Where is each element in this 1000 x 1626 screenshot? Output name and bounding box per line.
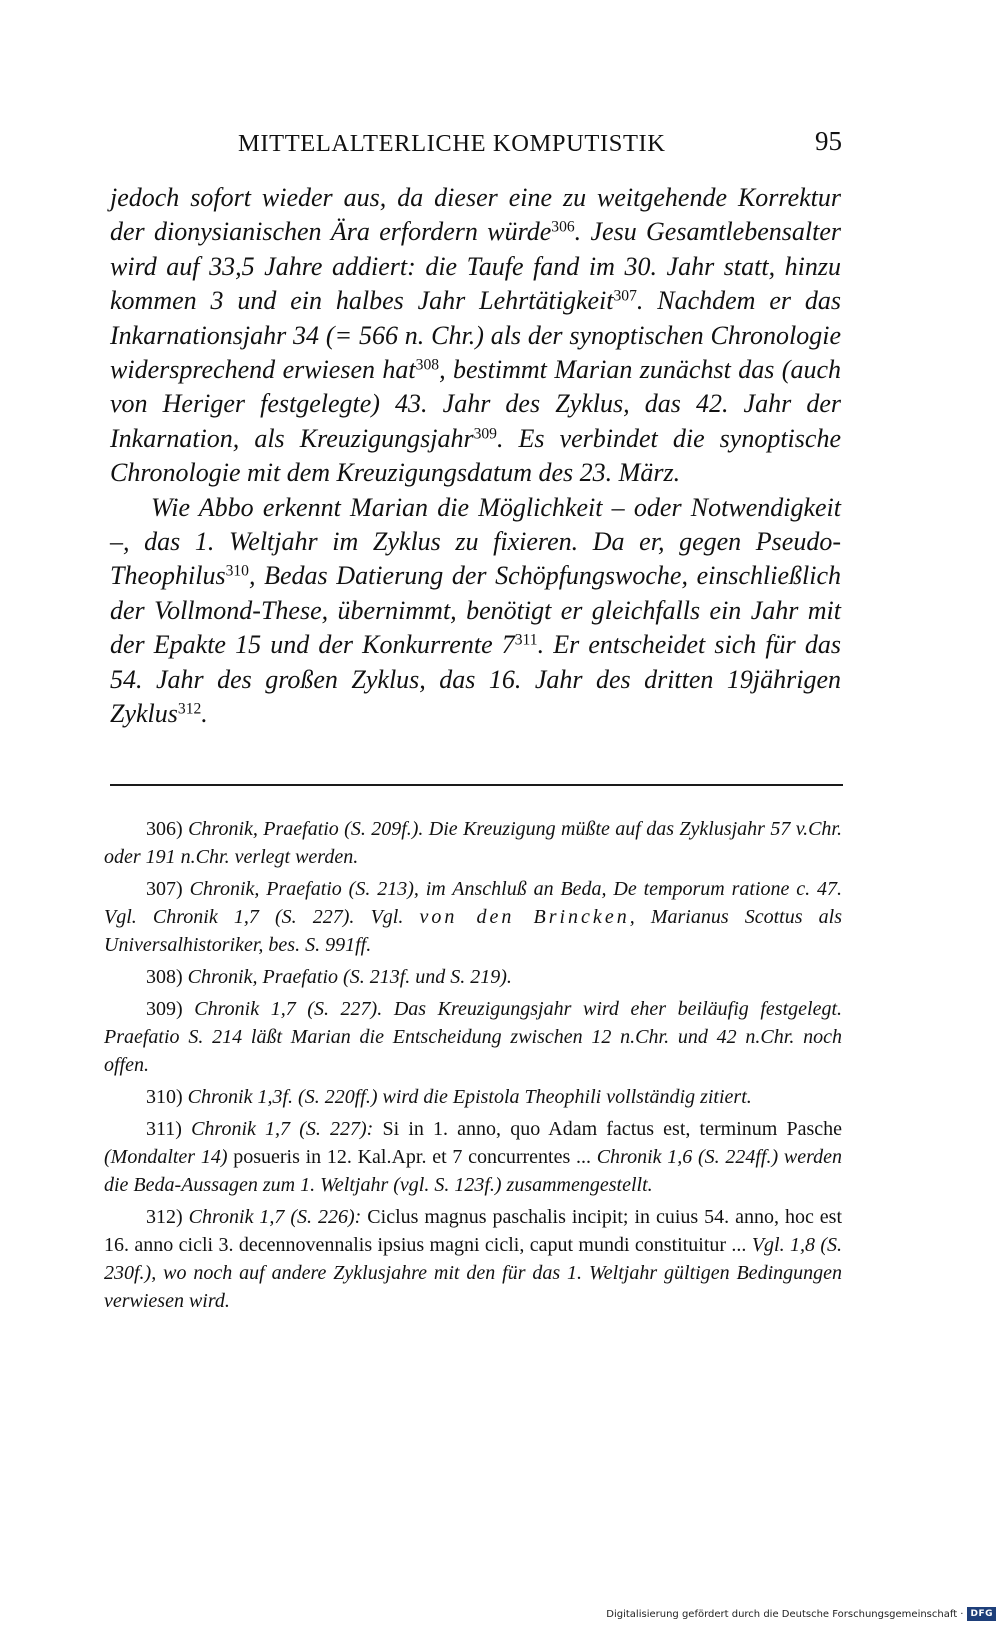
footnote-311-latin-1: Si in 1. anno, quo Adam factus est, terminum Pasche: [382, 1118, 842, 1140]
paragraph-2-text-1: Wie Abbo erkennt Marian die Möglichkeit – oder Notwendigkeit –, das 1. Weltjahr im Zyklus zu fixieren. Da er, gegen Pseudo-Theophilus: [110, 492, 841, 591]
footnote-310-text: Chronik 1,3f. (S. 220ff.) wird die Epistola Theophili vollständig zitiert.: [187, 1086, 752, 1108]
footnote-312: [104, 1203, 842, 1315]
footnote-309-text: Chronik 1,7 (S. 227). Das Kreuzigungsjahr wird eher beiläufig festgelegt. Praefatio S. 214 läßt Marian die Entscheidung zwischen 12 n.Chr. und 42 n.Chr. noch offen.: [104, 998, 842, 1076]
dfg-logo-icon: DFG: [967, 1607, 996, 1621]
footnote-ref-306[interactable]: 306: [551, 218, 575, 236]
digitization-credit-text: Digitalisierung gefördert durch die Deutsche Forschungsgemeinschaft ·: [606, 1608, 964, 1620]
paragraph-1-text-3: . Nachdem er das Inkarnationsjahr 34 (= 566 n. Chr.) als der synoptischen Chronologie widersprechend erwiesen hat: [110, 286, 841, 385]
footnote-ref-310[interactable]: 310: [225, 562, 249, 580]
footnote-ref-312[interactable]: 312: [177, 700, 202, 718]
paragraph-1-text-1: jedoch sofort wieder aus, da dieser eine zu weitgehende Korrektur der dionysianischen Ära erfordern würde: [110, 183, 841, 247]
footnote-311-ref: Chronik 1,7 (S. 227):: [191, 1118, 374, 1140]
footnote-307-number: 307): [146, 878, 183, 900]
footnotes: [104, 815, 842, 1319]
footnote-306-number: 306): [146, 818, 183, 840]
footnote-311-latin-2: posueris in 12. Kal.Apr. et 7 concurrentes ...: [233, 1146, 591, 1168]
running-head: MITTELALTERLICHE KOMPUTISTIK: [238, 130, 666, 157]
footnote-311: [104, 1115, 842, 1199]
footnote-ref-309[interactable]: 309: [473, 425, 497, 443]
paragraph-1-text-2: . Jesu Gesamtlebensalter wird auf 33,5 Jahre addiert: die Taufe fand im 30. Jahr statt, hinzu kommen 3 und ein halbes Jahr Lehrtätigkeit: [110, 217, 841, 316]
paragraph-2-text-4: .: [201, 699, 208, 729]
footnote-ref-311[interactable]: 311: [514, 631, 538, 649]
paragraph-1-text-4: , bestimmt Marian zunächst das (auch von Heriger festgelegte) 43. Jahr des Zyklus, das 42. Jahr der Inkarnation, als Kreuzigungsjahr: [110, 355, 842, 453]
footnote-310: [104, 1083, 842, 1111]
footnote-309: [104, 995, 842, 1079]
footnote-312-latin: Ciclus magnus paschalis incipit; in cuius 54. anno, hoc est 16. anno cicli 3. decennovennalis ipsius magni cicli, caput mundi constituitur ...: [104, 1206, 843, 1256]
footnote-307: [104, 875, 842, 959]
page-number: 95: [815, 126, 842, 156]
footnote-307-text-1: Chronik, Praefatio (S. 213), im Anschluß an Beda, De temporum ratione c. 47. Vgl. Chronik 1,7 (S. 227). Vgl.: [104, 878, 843, 928]
page-header: [106, 122, 842, 162]
paragraph-2: [110, 491, 841, 732]
digitization-credit: [606, 1606, 996, 1622]
paragraph-2-text-3: . Er entscheidet sich für das 54. Jahr des großen Zyklus, das 16. Jahr des dritten 19jährigen Zyklus: [110, 630, 841, 729]
footnote-307-text-2: , Marianus Scottus als Universalhistoriker, bes. S. 991ff.: [104, 906, 842, 956]
footnote-306: [104, 815, 842, 871]
paragraph-2-text-2: , Bedas Datierung der Schöpfungswoche, einschließlich der Vollmond-These, übernimmt, benötigt er gleichfalls ein Jahr mit der Epakte 15 und der Konkurrente 7: [110, 561, 841, 660]
paragraph-1: [110, 181, 841, 491]
footnote-310-number: 310): [146, 1086, 183, 1108]
footnote-307-author: von den Brincken: [419, 906, 630, 928]
footnote-308: [104, 963, 842, 991]
footnote-311-text: Chronik 1,6 (S. 224ff.) werden die Beda-Aussagen zum 1. Weltjahr (vgl. S. 123f.) zusammengestellt.: [104, 1146, 842, 1196]
paragraph-1-text-5: . Es verbindet die synoptische Chronologie mit dem Kreuzigungsdatum des 23. März.: [110, 423, 841, 488]
footnote-311-note: (Mondalter 14): [104, 1146, 228, 1168]
footnote-312-ref: Chronik 1,7 (S. 226):: [188, 1206, 362, 1228]
footnote-divider: [110, 784, 843, 786]
footnote-312-text: Vgl. 1,8 (S. 230f.), wo noch auf andere Zyklusjahre mit den für das 1. Weltjahr gültigen Bedingungen verwiesen wird.: [104, 1234, 843, 1312]
footnote-ref-308[interactable]: 308: [415, 356, 440, 374]
main-text: [110, 181, 841, 732]
footnote-306-text: Chronik, Praefatio (S. 209f.). Die Kreuzigung müßte auf das Zyklusjahr 57 v.Chr. oder 191 n.Chr. verlegt werden.: [104, 818, 843, 868]
footnote-309-number: 309): [146, 998, 183, 1020]
footnote-308-number: 308): [146, 966, 183, 988]
footnote-312-number: 312): [146, 1206, 183, 1228]
footnote-ref-307[interactable]: 307: [613, 287, 637, 305]
footnote-308-text: Chronik, Praefatio (S. 213f. und S. 219).: [187, 966, 512, 988]
footnote-311-number: 311): [146, 1118, 182, 1140]
